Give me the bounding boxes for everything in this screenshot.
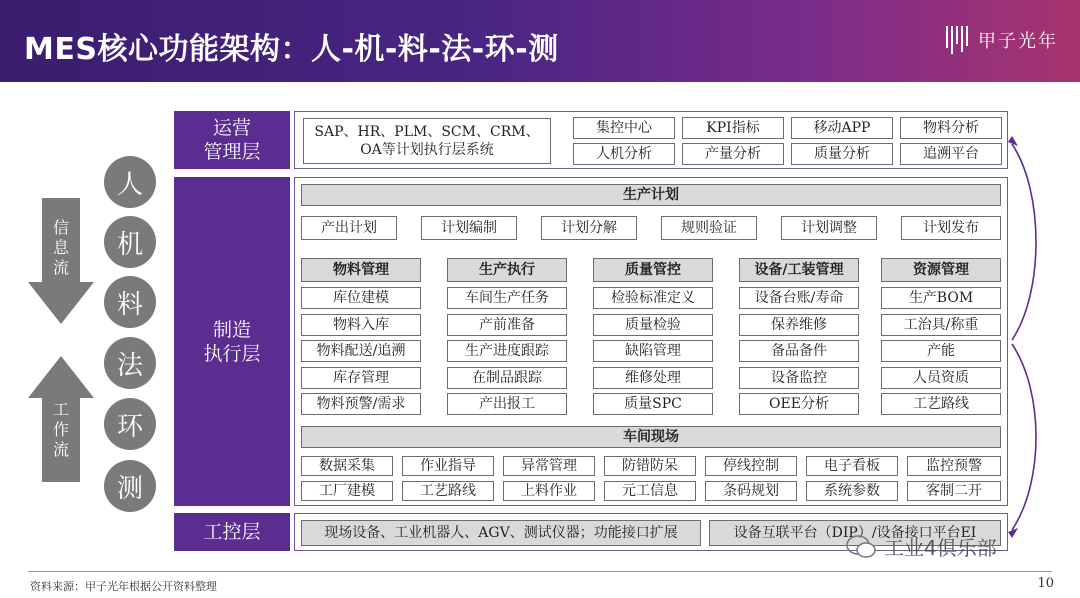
watermark-text: 工业4俱乐部: [884, 536, 997, 560]
wechat-icon: [846, 535, 876, 559]
shop-item: 工厂建模: [301, 481, 393, 501]
column-item: 工艺路线: [881, 393, 1001, 415]
shop-item: 工艺路线: [402, 481, 494, 501]
column-item: 物料预警/需求: [301, 393, 421, 415]
column-item: 生产进度跟踪: [447, 340, 567, 362]
ops-module: 产量分析: [682, 143, 784, 165]
planning-item: 产出计划: [301, 216, 397, 240]
column-title: 资源管理: [881, 258, 1001, 282]
info-flow-label: 信息流: [52, 218, 69, 277]
shop-item: 上料作业: [503, 481, 595, 501]
shop-item: 防错防呆: [604, 456, 696, 476]
mfg-panel: [294, 177, 1008, 506]
column-title: 设备/工装管理: [739, 258, 859, 282]
column-item: 质量SPC: [593, 393, 713, 415]
shop-item: 监控预警: [907, 456, 1001, 476]
column-item: 库存管理: [301, 367, 421, 389]
side-char-ren: 人: [104, 156, 156, 208]
layer-label-mfg: 制造 执行层: [174, 177, 290, 506]
layer-label-ops: 运营 管理层: [174, 111, 290, 169]
shop-item: 数据采集: [301, 456, 393, 476]
shop-item: 停线控制: [705, 456, 797, 476]
side-char-ji: 机: [104, 216, 156, 268]
shop-item: 系统参数: [806, 481, 898, 501]
shop-item: 作业指导: [402, 456, 494, 476]
ops-module: 集控中心: [573, 117, 675, 139]
shop-item: 客制二开: [907, 481, 1001, 501]
planning-item: 计划分解: [541, 216, 637, 240]
column-item: 设备监控: [739, 367, 859, 389]
column-item: 设备台账/寿命: [739, 287, 859, 309]
column-item: 车间生产任务: [447, 287, 567, 309]
column-item: 生产BOM: [881, 287, 1001, 309]
planning-item: 计划发布: [901, 216, 1001, 240]
logo-text: 甲子光年: [978, 31, 1058, 52]
column-item: 工治具/称重: [881, 314, 1001, 336]
column-item: 产出报工: [447, 393, 567, 415]
ops-panel: [294, 111, 1008, 169]
section-title-shop: 车间现场: [301, 426, 1001, 448]
column-item: 备品备件: [739, 340, 859, 362]
shop-item: 条码规划: [705, 481, 797, 501]
layer-label-ctrl: 工控层: [174, 513, 290, 551]
ops-module: 物料分析: [900, 117, 1002, 139]
column-item: 在制品跟踪: [447, 367, 567, 389]
source-note: 资料来源：甲子光年根据公开资料整理: [30, 580, 217, 593]
header-banner: [0, 0, 1080, 82]
planning-item: 计划编制: [421, 216, 517, 240]
ops-module: 移动APP: [791, 117, 893, 139]
column-title: 物料管理: [301, 258, 421, 282]
side-char-liao: 料: [104, 276, 156, 328]
planning-systems-box: SAP、HR、PLM、SCM、CRM、 OA等计划执行层系统: [303, 118, 551, 164]
shop-item: 元工信息: [604, 481, 696, 501]
column-item: 库位建模: [301, 287, 421, 309]
column-item: 产能: [881, 340, 1001, 362]
field-devices-box: 现场设备、工业机器人、AGV、测试仪器；功能接口扩展: [301, 520, 701, 546]
planning-item: 计划调整: [781, 216, 877, 240]
shop-item: 异常管理: [503, 456, 595, 476]
brand-logo: [946, 26, 1058, 54]
planning-item: 规则验证: [661, 216, 757, 240]
feedback-arrows-icon: [1004, 112, 1064, 542]
logo-bars-icon: [946, 26, 968, 54]
column-item: 维修处理: [593, 367, 713, 389]
column-item: 质量检验: [593, 314, 713, 336]
column-item: 人员资质: [881, 367, 1001, 389]
column-item: 保养维修: [739, 314, 859, 336]
side-char-huan: 环: [104, 398, 156, 450]
side-char-fa: 法: [104, 337, 156, 389]
ops-module: 质量分析: [791, 143, 893, 165]
column-item: 产前准备: [447, 314, 567, 336]
column-title: 质量管控: [593, 258, 713, 282]
device-platform-box: 设备互联平台（DIP）/设备接口平台EI: [709, 520, 1001, 546]
page-number: 10: [1037, 576, 1054, 591]
column-item: 物料入库: [301, 314, 421, 336]
shop-item: 电子看板: [806, 456, 898, 476]
ops-module: 人机分析: [573, 143, 675, 165]
footer-divider: [28, 571, 1052, 572]
info-flow-arrow: [28, 198, 94, 324]
page-title: MES核心功能架构：人-机-料-法-环-测: [24, 32, 559, 67]
ops-module: KPI指标: [682, 117, 784, 139]
column-item: 检验标准定义: [593, 287, 713, 309]
column-item: OEE分析: [739, 393, 859, 415]
work-flow-label: 工作流: [52, 400, 69, 459]
ops-module: 追溯平台: [900, 143, 1002, 165]
work-flow-arrow: [28, 356, 94, 482]
column-item: 缺陷管理: [593, 340, 713, 362]
watermark: [846, 532, 997, 561]
section-title-planning: 生产计划: [301, 184, 1001, 206]
column-title: 生产执行: [447, 258, 567, 282]
side-char-ce: 测: [104, 460, 156, 512]
column-item: 物料配送/追溯: [301, 340, 421, 362]
